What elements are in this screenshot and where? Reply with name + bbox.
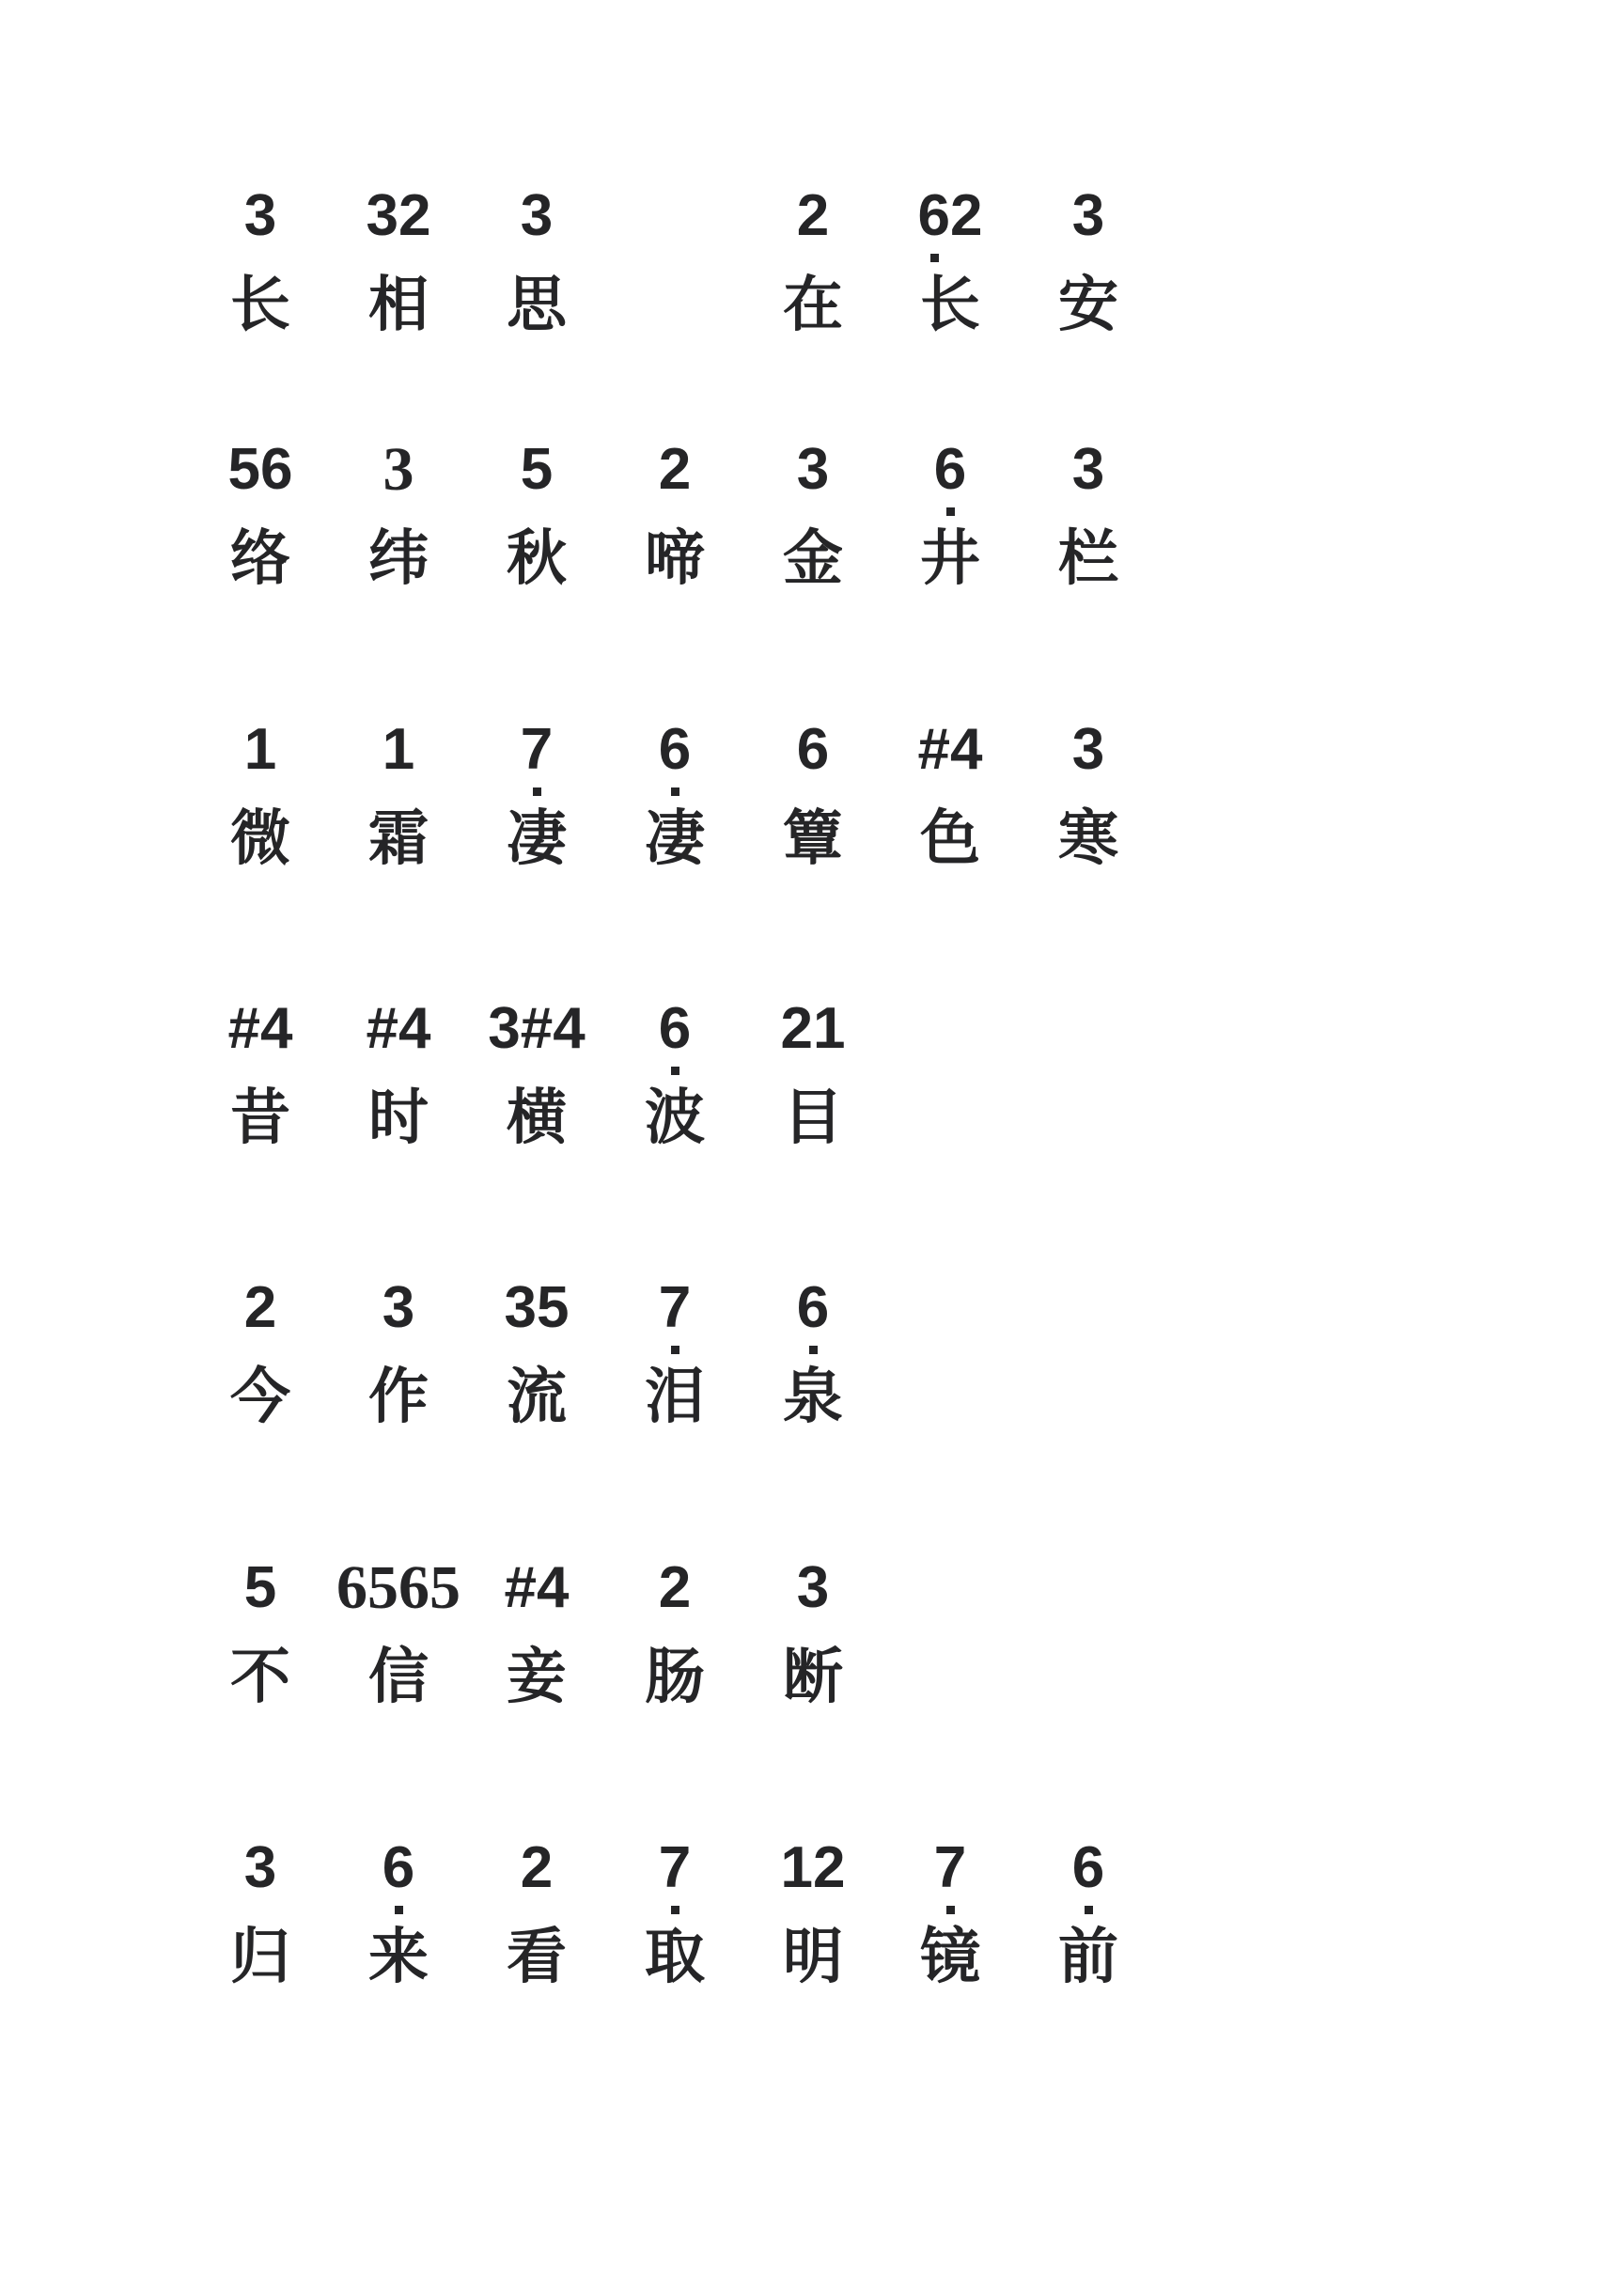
note-number: 6 xyxy=(658,996,692,1061)
note-cell xyxy=(742,1275,883,1458)
lower-octave-dot xyxy=(671,1346,679,1354)
lyric-character: 寒 xyxy=(1058,804,1118,874)
note-cell xyxy=(190,183,331,366)
lower-octave-dot xyxy=(946,507,955,516)
note-cell xyxy=(742,1835,883,2019)
lyric-character: 前 xyxy=(1058,1923,1118,1992)
note-number: 6 xyxy=(658,717,692,782)
lyric-character: 相 xyxy=(368,271,429,340)
lyric-character: 信 xyxy=(368,1643,429,1712)
lyric-character: 在 xyxy=(783,271,843,340)
lyric-character: 凄 xyxy=(507,804,567,874)
note-cell xyxy=(190,1275,331,1458)
lyric-character: 思 xyxy=(507,271,567,340)
note-cell xyxy=(328,183,469,366)
lyric-character: 今 xyxy=(230,1363,290,1432)
lyric-character: 泪 xyxy=(645,1363,705,1432)
note-cell xyxy=(190,996,331,1179)
lyric-character: 凄 xyxy=(645,804,705,874)
lower-octave-dot xyxy=(930,254,939,262)
note-number: 7 xyxy=(933,1835,967,1900)
lower-octave-dot xyxy=(946,1906,955,1914)
note-number: 7 xyxy=(658,1835,692,1900)
note-number: 7 xyxy=(520,717,554,782)
note-number: 2 xyxy=(243,1275,277,1340)
lyric-character: 妾 xyxy=(507,1643,567,1712)
note-number: 6 xyxy=(796,717,830,782)
note-cell xyxy=(466,437,607,620)
note-cell xyxy=(190,1835,331,2019)
note-number: 2 xyxy=(796,183,830,248)
note-cell xyxy=(328,1553,469,1738)
note-cell xyxy=(1018,717,1159,900)
note-number: 3#4 xyxy=(488,996,586,1061)
note-cell xyxy=(328,435,469,620)
lower-octave-dot xyxy=(671,1906,679,1914)
note-number: #4 xyxy=(227,996,293,1061)
note-cell xyxy=(466,183,607,366)
lyric-character: 横 xyxy=(507,1084,567,1153)
lyric-character: 秋 xyxy=(507,524,567,594)
note-number: 2 xyxy=(658,437,692,502)
score-line xyxy=(0,717,1624,900)
lyric-character: 络 xyxy=(230,524,290,594)
note-number: 3 xyxy=(1071,717,1105,782)
note-number: 21 xyxy=(780,996,846,1061)
note-cell xyxy=(1018,437,1159,620)
lyric-character: 栏 xyxy=(1058,524,1118,594)
lower-octave-dot xyxy=(671,1067,679,1075)
note-number: 3 xyxy=(1071,183,1105,248)
note-cell xyxy=(466,717,607,900)
lower-octave-dot xyxy=(533,787,541,796)
note-number: 3 xyxy=(383,435,414,504)
lyric-character: 作 xyxy=(368,1363,429,1432)
lyric-character: 泉 xyxy=(783,1363,843,1432)
note-number: #4 xyxy=(504,1555,570,1620)
lyric-character: 归 xyxy=(230,1923,290,1992)
note-cell xyxy=(466,1555,607,1738)
note-number: 35 xyxy=(504,1275,570,1340)
lyric-character: 看 xyxy=(507,1923,567,1992)
lower-octave-dot xyxy=(395,1906,403,1914)
note-number: 3 xyxy=(243,183,277,248)
note-cell xyxy=(604,437,745,620)
lyric-character: 安 xyxy=(1058,271,1118,340)
lyric-character: 镜 xyxy=(920,1923,980,1992)
lower-octave-dot xyxy=(671,787,679,796)
note-number: 2 xyxy=(658,1555,692,1620)
note-number: 6 xyxy=(382,1835,415,1900)
note-cell xyxy=(742,996,883,1179)
note-number: 2 xyxy=(520,1835,554,1900)
lyric-character: 目 xyxy=(783,1084,843,1153)
lyric-character: 啼 xyxy=(645,524,705,594)
lower-octave-dot xyxy=(809,1346,818,1354)
lyric-character: 流 xyxy=(507,1363,567,1432)
lyric-character: 来 xyxy=(368,1923,429,1992)
lyric-character: 断 xyxy=(783,1643,843,1712)
note-cell xyxy=(190,437,331,620)
lyric-character: 取 xyxy=(645,1923,705,1992)
lyric-character: 昔 xyxy=(230,1084,290,1153)
lyric-character: 长 xyxy=(920,271,980,340)
lyric-character: 肠 xyxy=(645,1643,705,1712)
note-number: 3 xyxy=(1071,437,1105,502)
note-cell xyxy=(328,1835,469,2019)
score-line xyxy=(0,996,1624,1179)
note-cell xyxy=(328,717,469,900)
note-cell xyxy=(604,717,745,900)
note-cell xyxy=(742,1555,883,1738)
note-number: 32 xyxy=(366,183,431,248)
lyric-character: 簟 xyxy=(783,804,843,874)
note-cell xyxy=(1018,1835,1159,2019)
note-cell xyxy=(466,1835,607,2019)
note-number: 6 xyxy=(933,437,967,502)
note-cell xyxy=(742,437,883,620)
lyric-character: 长 xyxy=(230,271,290,340)
note-number: 6 xyxy=(796,1275,830,1340)
note-cell xyxy=(880,1835,1021,2019)
note-number: 3 xyxy=(243,1835,277,1900)
score-line xyxy=(0,183,1624,366)
note-cell xyxy=(328,996,469,1179)
note-cell xyxy=(466,1275,607,1458)
note-number: #4 xyxy=(366,996,431,1061)
lyric-character: 波 xyxy=(645,1084,705,1153)
note-number: 3 xyxy=(520,183,554,248)
lyric-character: 明 xyxy=(783,1923,843,1992)
score-line xyxy=(0,1835,1624,2019)
note-cell xyxy=(742,717,883,900)
lyric-character: 时 xyxy=(368,1084,429,1153)
note-number: 56 xyxy=(227,437,293,502)
note-number: 3 xyxy=(796,437,830,502)
lyric-character: 纬 xyxy=(368,524,429,594)
note-cell xyxy=(880,717,1021,900)
note-number: 1 xyxy=(243,717,277,782)
note-cell xyxy=(604,1275,745,1458)
note-number: 5 xyxy=(520,437,554,502)
note-cell xyxy=(742,183,883,366)
note-cell xyxy=(466,996,607,1179)
note-number: 6 xyxy=(1071,1835,1105,1900)
note-number: #4 xyxy=(917,717,983,782)
score-line xyxy=(0,435,1624,620)
note-cell xyxy=(604,1835,745,2019)
note-cell xyxy=(190,1555,331,1738)
note-cell xyxy=(604,1555,745,1738)
note-number: 5 xyxy=(243,1555,277,1620)
note-number: 6565 xyxy=(336,1553,461,1622)
note-cell xyxy=(1018,183,1159,366)
lyric-character: 色 xyxy=(920,804,980,874)
note-cell xyxy=(190,717,331,900)
lyric-character: 微 xyxy=(230,804,290,874)
lyric-character: 井 xyxy=(920,524,980,594)
lyric-character: 金 xyxy=(783,524,843,594)
score-line xyxy=(0,1275,1624,1458)
note-cell xyxy=(328,1275,469,1458)
note-number: 3 xyxy=(382,1275,415,1340)
note-number: 1 xyxy=(382,717,415,782)
note-cell xyxy=(880,183,1021,366)
lyric-character: 霜 xyxy=(368,804,429,874)
note-number: 7 xyxy=(658,1275,692,1340)
lyric-character: 不 xyxy=(230,1643,290,1712)
note-number: 3 xyxy=(796,1555,830,1620)
lower-octave-dot xyxy=(1085,1906,1093,1914)
note-cell xyxy=(880,437,1021,620)
note-cell xyxy=(604,996,745,1179)
note-number: 62 xyxy=(917,183,983,248)
note-number: 12 xyxy=(780,1835,846,1900)
score-line xyxy=(0,1553,1624,1738)
